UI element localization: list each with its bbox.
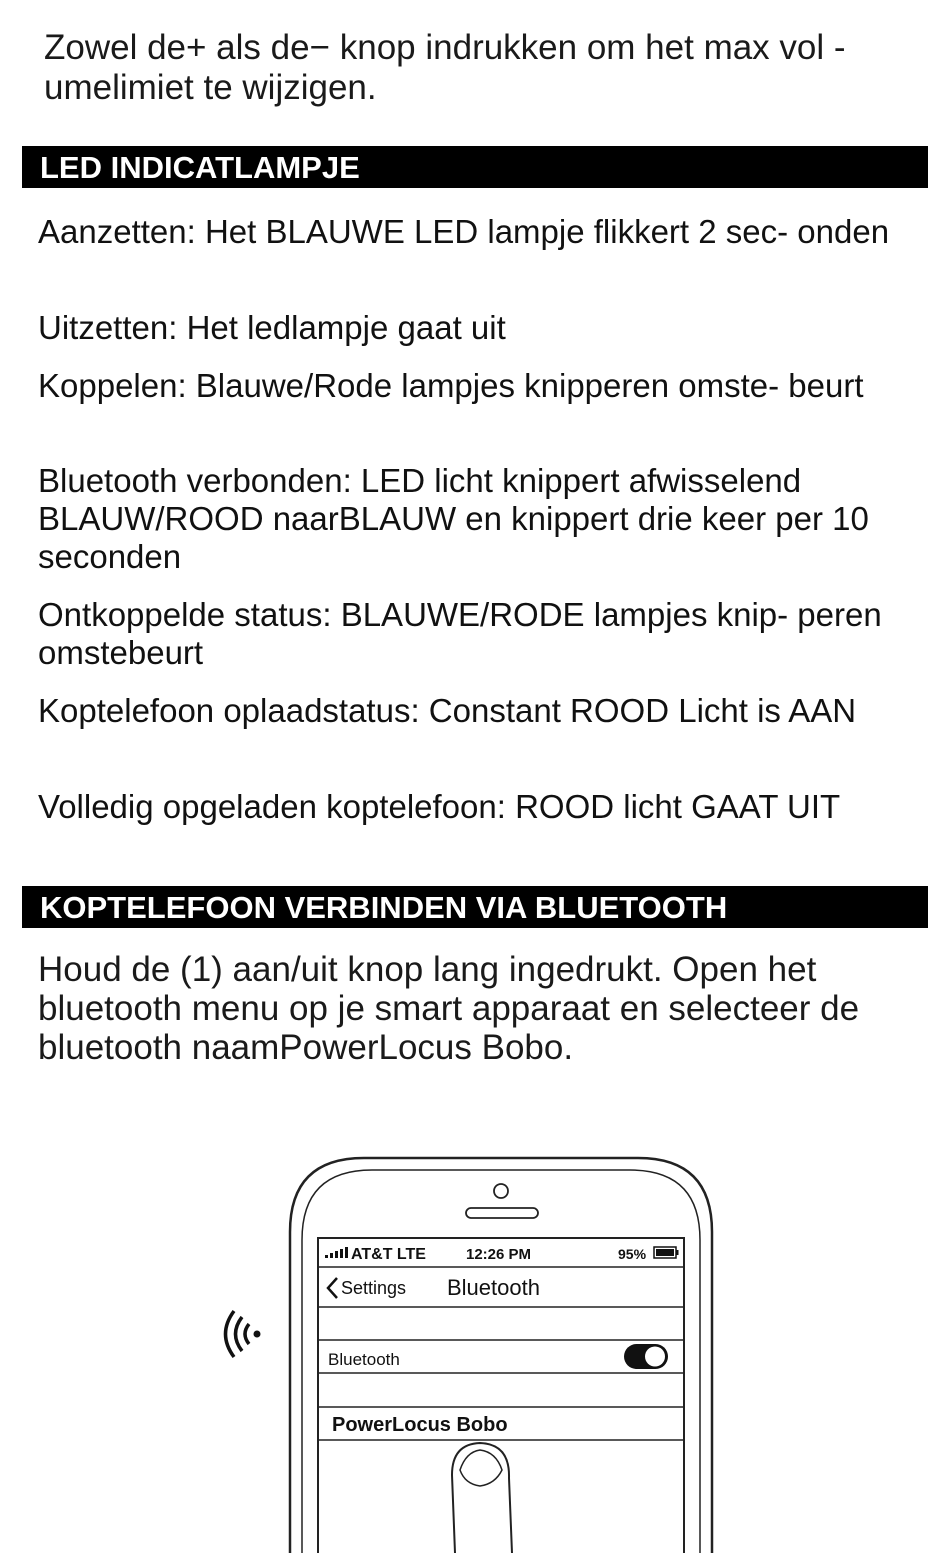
- led-item-charging: Koptelefoon oplaadstatus: Constant ROOD Licht is AAN: [38, 692, 857, 729]
- wireless-signal-icon: [226, 1311, 261, 1357]
- camera-icon: [494, 1184, 508, 1198]
- bluetooth-toggle[interactable]: [624, 1344, 668, 1369]
- bluetooth-row-label: Bluetooth: [328, 1350, 400, 1369]
- bluetooth-instruction: Houd de (1) aan/uit knop lang ingedrukt. Open het bluetooth menu op je smart apparaat en selecteer de bluetooth naamPowerLocus Bobo.: [38, 950, 860, 1067]
- volume-limit-instruction: Zowel de+ als de− knop indrukken om het max vol - umelimiet te wijzigen.: [44, 28, 846, 107]
- phone-illustration: [0, 1140, 950, 1553]
- carrier-label: AT&T LTE: [351, 1246, 426, 1263]
- speaker-grille: [466, 1208, 538, 1218]
- screen-title: Bluetooth: [447, 1275, 540, 1300]
- finger-icon: [452, 1443, 512, 1553]
- led-section-header: LED INDICATLAMPJE: [22, 146, 928, 188]
- battery-percent: 95%: [618, 1246, 647, 1262]
- led-item-connected: Bluetooth verbonden: LED licht knippert afwisselend BLAUW/ROOD naarBLAUW en knippert drie keer per 10 seconden: [38, 462, 869, 575]
- led-item-power-on: Aanzetten: Het BLAUWE LED lampje flikkert 2 sec- onden: [38, 213, 890, 250]
- back-label: Settings: [341, 1278, 407, 1298]
- bluetooth-section-header: KOPTELEFOON VERBINDEN VIA BLUETOOTH: [22, 886, 928, 928]
- status-time: 12:26 PM: [466, 1246, 532, 1263]
- led-item-power-off: Uitzetten: Het ledlampje gaat uit: [38, 309, 506, 346]
- led-item-disconnected: Ontkoppelde status: BLAUWE/RODE lampjes knip- peren omstebeurt: [38, 596, 882, 671]
- led-item-fully-charged: Volledig opgeladen koptelefoon: ROOD licht GAAT UIT: [38, 788, 841, 825]
- device-name[interactable]: PowerLocus Bobo: [332, 1414, 508, 1436]
- led-item-pairing: Koppelen: Blauwe/Rode lampjes knipperen omste- beurt: [38, 367, 864, 404]
